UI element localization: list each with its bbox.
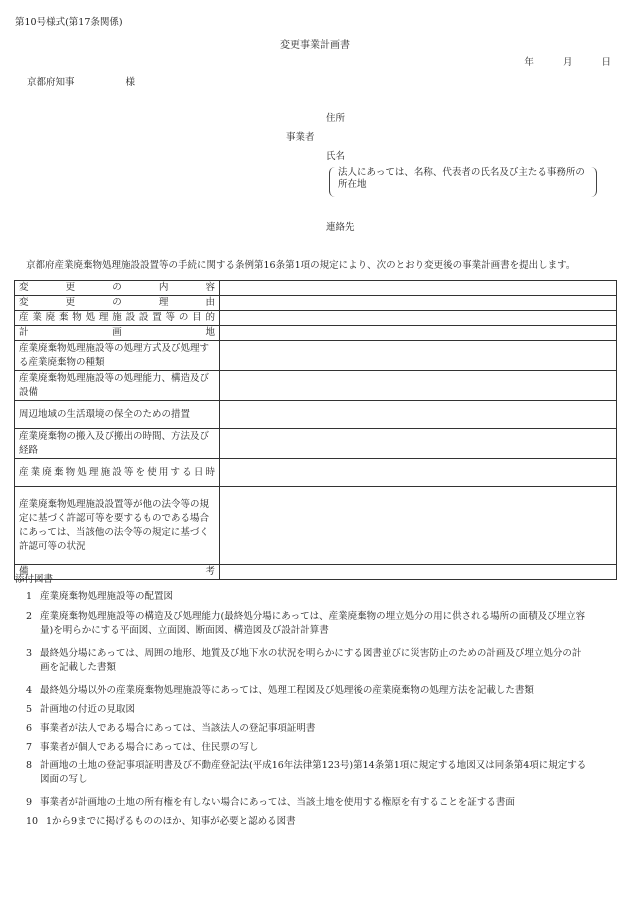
address-label: 住所 — [326, 113, 346, 124]
row-value-field[interactable] — [220, 281, 617, 296]
list-item — [26, 610, 618, 639]
list-item — [26, 815, 618, 829]
table-row — [15, 296, 617, 311]
item-number: 3 — [26, 648, 33, 659]
row-label-processing-method: 産業廃棄物処理施設等の処理方式及び処理する産業廃棄物の種類 — [15, 341, 220, 371]
list-item — [26, 703, 618, 717]
list-item — [26, 722, 618, 736]
date-month: 月 — [562, 57, 573, 68]
item-number: 4 — [26, 685, 33, 696]
list-item — [26, 590, 618, 604]
row-label-environment-measures: 周辺地域の生活環境の保全のための措置 — [15, 401, 220, 429]
row-label-site: 計画地 — [15, 326, 220, 341]
applicant-label: 事業者 — [286, 132, 315, 143]
row-value-field[interactable] — [220, 341, 617, 371]
item-continuation: 図面の写し — [40, 774, 88, 786]
row-label-capacity: 産業廃棄物処理施設等の処理能力、構造及び設備 — [15, 371, 220, 401]
row-label-remarks: 備考 — [15, 565, 220, 580]
table-row — [15, 326, 617, 341]
date-year: 年 — [524, 57, 534, 68]
row-label-transport: 産業廃棄物の搬入及び搬出の時間、方法及び経路 — [15, 429, 220, 459]
row-label-usage-time: 産業廃棄物処理施設等を使用する日時 — [15, 459, 220, 487]
table-row — [15, 371, 617, 401]
table-row — [15, 459, 617, 487]
date-day: 日 — [601, 57, 611, 68]
item-text: 1から9までに掲げるもののほか、知事が必要と認める図書 — [46, 816, 296, 827]
item-number: 6 — [26, 723, 33, 734]
item-text: 計画地の土地の登記事項証明書及び不動産登記法(平成16年法律第123号)第14条第1項に規定する地図又は同条第4項に規定する — [40, 760, 587, 771]
item-text: 事業者が法人である場合にあっては、当該法人の登記事項証明書 — [40, 723, 316, 734]
item-text: 産業廃棄物処理施設等の構造及び処理能力(最終処分場にあっては、産業廃棄物の埋立処分の用に供される場所の面積及び埋立容 — [40, 611, 586, 622]
table-row — [15, 311, 617, 326]
intro-statement: 京都府産業廃棄物処理施設設置等の手続に関する条例第16条第1項の規定により、次のとおり変更後の事業計画書を提出します。 — [26, 260, 576, 271]
item-number: 1 — [26, 591, 33, 602]
item-text: 事業者が計画地の土地の所有権を有しない場合にあっては、当該土地を使用する権原を有することを証する書面 — [40, 797, 515, 808]
document-title: 変更事業計画書 — [280, 40, 350, 51]
item-number: 5 — [26, 704, 33, 715]
row-value-field[interactable] — [220, 371, 617, 401]
table-row — [15, 341, 617, 371]
date-line — [498, 57, 611, 69]
name-label: 氏名 — [326, 151, 346, 162]
addressee-name: 京都府知事 — [27, 77, 75, 88]
row-value-field[interactable] — [220, 311, 617, 326]
row-label-purpose: 産業廃棄物処理施設設置等の目的 — [15, 311, 220, 326]
item-continuation: 画を記載した書類 — [40, 662, 117, 674]
item-text: 事業者が個人である場合にあっては、住民票の写し — [40, 742, 259, 753]
item-text: 最終処分場以外の産業廃棄物処理施設等にあっては、処理工程図及び処理後の産業廃棄物の処理方法を記載した書類 — [40, 685, 534, 696]
list-item — [26, 684, 618, 698]
item-number: 10 — [26, 816, 39, 827]
item-number: 8 — [26, 760, 33, 771]
item-number: 2 — [26, 611, 33, 622]
plan-table — [14, 280, 617, 580]
addressee-suffix: 様 — [125, 77, 136, 88]
table-row — [15, 401, 617, 429]
corporate-note: 法人にあっては、名称、代表者の氏名及び主たる事務所の所在地 — [329, 167, 597, 197]
table-row — [15, 281, 617, 296]
row-value-field[interactable] — [220, 487, 617, 565]
row-label-permits: 産業廃棄物処理施設設置等が他の法令等の規定に基づく許認可等を要するものである場合にあっては、当該他の法令等の規定に基づく許認可等の状況 — [15, 487, 220, 565]
item-number: 7 — [26, 742, 33, 753]
addressee — [27, 77, 135, 89]
row-value-field[interactable] — [220, 565, 617, 580]
row-label-change-content: 変更の内容 — [15, 281, 220, 296]
list-item — [26, 759, 618, 788]
item-text: 産業廃棄物処理施設等の配置図 — [40, 591, 174, 602]
table-row — [15, 565, 617, 580]
list-item — [26, 796, 618, 810]
row-label-change-reason: 変更の理由 — [15, 296, 220, 311]
table-row — [15, 487, 617, 565]
item-text: 計画地の付近の見取図 — [40, 704, 136, 715]
table-row — [15, 429, 617, 459]
row-value-field[interactable] — [220, 429, 617, 459]
row-value-field[interactable] — [220, 401, 617, 429]
row-value-field[interactable] — [220, 459, 617, 487]
contact-label: 連絡先 — [326, 222, 355, 233]
form-number: 第10号様式(第17条関係) — [15, 17, 123, 28]
attachments-heading: 添付図書 — [15, 574, 54, 585]
list-item — [26, 741, 618, 755]
row-value-field[interactable] — [220, 326, 617, 341]
list-item — [26, 647, 618, 676]
item-text: 最終処分場にあっては、周囲の地形、地質及び地下水の状況を明らかにする図書並びに災害防止のための計画及び埋立処分の計 — [40, 648, 582, 659]
item-number: 9 — [26, 797, 33, 808]
row-value-field[interactable] — [220, 296, 617, 311]
item-continuation: 量)を明らかにする平面図、立面図、断面図、構造図及び設計計算書 — [40, 625, 329, 637]
